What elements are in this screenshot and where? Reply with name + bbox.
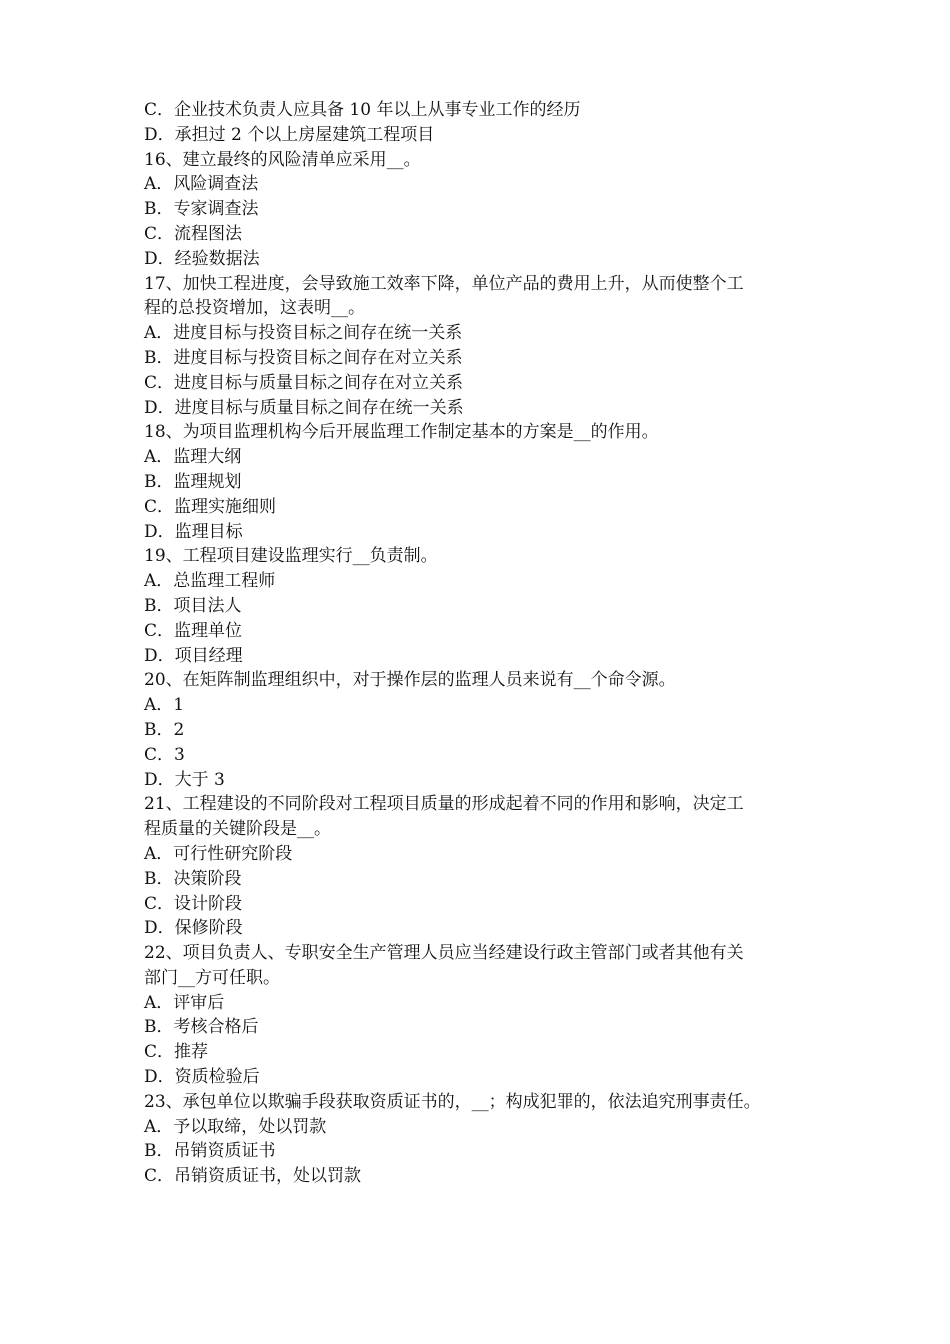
question-text: 19、工程项目建设监理实行__负责制。 xyxy=(144,546,438,567)
answer-option: A．风险调查法 xyxy=(144,174,259,195)
answer-option: D．项目经理 xyxy=(144,645,243,666)
answer-option: D．承担过 2 个以上房屋建筑工程项目 xyxy=(144,124,435,145)
answer-option: B．2 xyxy=(144,719,185,740)
answer-option: A．进度目标与投资目标之间存在统一关系 xyxy=(144,323,463,344)
question-text: 21、工程建设的不同阶段对工程项目质量的形成起着不同的作用和影响，决定工 xyxy=(144,794,744,815)
answer-option: B．决策阶段 xyxy=(144,868,242,889)
answer-option: C．监理实施细则 xyxy=(144,496,277,517)
question-text-continuation: 部门__方可任职。 xyxy=(144,967,280,988)
answer-option: D．进度目标与质量目标之间存在统一关系 xyxy=(144,397,464,418)
answer-option: C．流程图法 xyxy=(144,223,243,244)
document-body xyxy=(144,98,824,1189)
answer-option: C．设计阶段 xyxy=(144,893,243,914)
answer-option: C．吊销资质证书，处以罚款 xyxy=(144,1166,362,1187)
question-text: 17、加快工程进度，会导致施工效率下降，单位产品的费用上升，从而使整个工 xyxy=(144,273,744,294)
answer-option: B．专家调查法 xyxy=(144,199,259,220)
answer-option: B．进度目标与投资目标之间存在对立关系 xyxy=(144,347,463,368)
answer-option: C．进度目标与质量目标之间存在对立关系 xyxy=(144,372,464,393)
answer-option: D．经验数据法 xyxy=(144,248,260,269)
answer-option: D．监理目标 xyxy=(144,521,243,542)
answer-option: C．监理单位 xyxy=(144,620,243,641)
question-text: 16、建立最终的风险清单应采用__。 xyxy=(144,149,421,170)
question-text-continuation: 程的总投资增加，这表明__。 xyxy=(144,298,365,319)
question-text: 18、为项目监理机构今后开展监理工作制定基本的方案是__的作用。 xyxy=(144,422,659,443)
answer-option: B．监理规划 xyxy=(144,471,242,492)
question-text: 20、在矩阵制监理组织中，对于操作层的监理人员来说有__个命令源。 xyxy=(144,670,676,691)
answer-option: D．资质检验后 xyxy=(144,1067,260,1088)
answer-option: C．3 xyxy=(144,744,185,765)
answer-option: C．企业技术负责人应具备 10 年以上从事专业工作的经历 xyxy=(144,100,581,120)
answer-option: A．评审后 xyxy=(144,992,225,1013)
answer-option: A．总监理工程师 xyxy=(144,571,276,592)
answer-option: D．大于 3 xyxy=(144,769,225,790)
question-text: 23、承包单位以欺骗手段获取资质证书的，__；构成犯罪的，依法追究刑事责任。 xyxy=(144,1091,761,1112)
answer-option: A．可行性研究阶段 xyxy=(144,843,293,864)
answer-option: B．考核合格后 xyxy=(144,1017,259,1038)
question-text-continuation: 程质量的关键阶段是__。 xyxy=(144,819,331,840)
answer-option: C．推荐 xyxy=(144,1042,209,1063)
answer-option: B．吊销资质证书 xyxy=(144,1141,276,1162)
answer-option: D．保修阶段 xyxy=(144,918,243,939)
answer-option: A．监理大纲 xyxy=(144,447,242,468)
answer-option: B．项目法人 xyxy=(144,595,242,616)
question-text: 22、项目负责人、专职安全生产管理人员应当经建设行政主管部门或者其他有关 xyxy=(144,943,744,964)
answer-option: A．1 xyxy=(144,695,185,716)
answer-option: A．予以取缔，处以罚款 xyxy=(144,1116,327,1137)
